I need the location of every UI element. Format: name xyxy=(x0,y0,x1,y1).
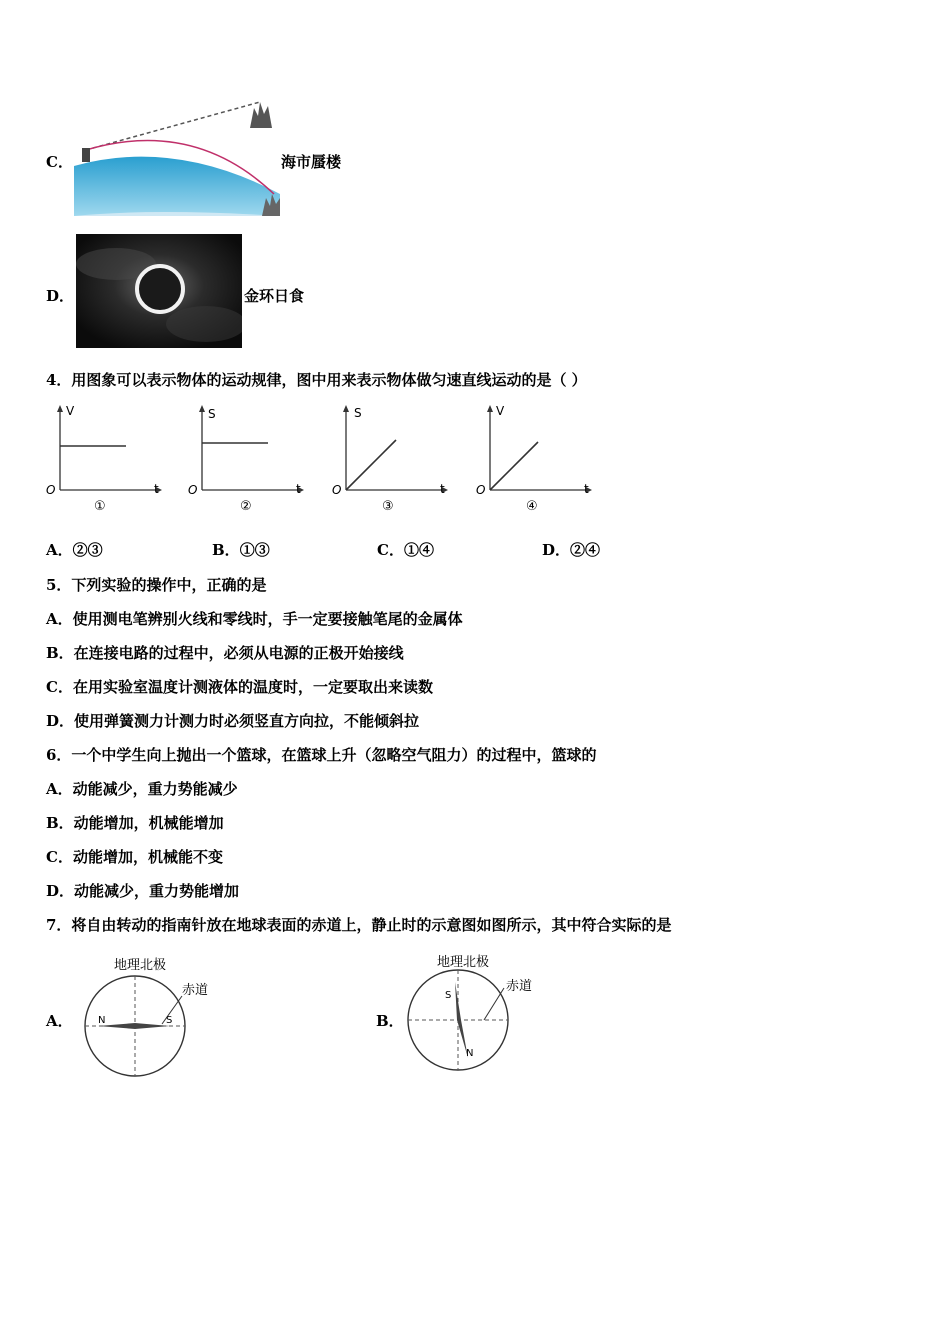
q4-option-d-text: ②④ xyxy=(570,541,601,559)
graph-3-x-label: t xyxy=(440,482,445,496)
observer-figure xyxy=(82,148,90,162)
question-4-stem: 4．用图象可以表示物体的运动规律，图中用来表示物体做匀速直线运动的是（ ） xyxy=(46,371,587,389)
graph-2-number: ② xyxy=(240,499,252,514)
question-6-stem: 6．一个中学生向上抛出一个篮球，在篮球上升（忽略空气阻力）的过程中，篮球的 xyxy=(46,746,597,764)
q5-option-d[interactable]: D．使用弹簧测力计测力时必须竖直方向拉，不能倾斜拉 xyxy=(46,712,420,730)
q4-option-b-text: ①③ xyxy=(239,541,270,559)
graph-3-y-label: S xyxy=(354,406,362,420)
q7-figure-a xyxy=(78,952,228,1082)
graph-3-line xyxy=(346,440,396,490)
q6-option-a[interactable]: A．动能减少，重力势能减少 xyxy=(46,780,238,798)
q7-figure-b xyxy=(400,948,550,1078)
q5-option-a[interactable]: A．使用测电笔辨别火线和零线时，手一定要接触笔尾的金属体 xyxy=(46,610,463,628)
q4-option-a-text: ②③ xyxy=(72,541,103,559)
q4-option-c-letter: C． xyxy=(377,541,404,559)
option-d-label: 金环日食 xyxy=(244,287,305,305)
q6-option-d[interactable]: D．动能减少，重力势能增加 xyxy=(46,882,240,900)
q5-option-b[interactable]: B．在连接电路的过程中，必须从电源的正极开始接线 xyxy=(46,644,404,662)
graph-4-number: ④ xyxy=(526,499,538,514)
needle-s-label-b: S xyxy=(445,990,452,1001)
equator-label-b: 赤道 xyxy=(506,979,533,994)
graph-2-origin: O xyxy=(188,483,198,497)
q4-option-d[interactable] xyxy=(542,540,600,560)
equator-pointer-b xyxy=(484,988,504,1020)
graph-2-x-label: t xyxy=(296,482,301,496)
q7-option-b-letter[interactable]: B． xyxy=(376,1012,404,1030)
graph-3-number: ③ xyxy=(382,499,394,514)
equator-label: 赤道 xyxy=(182,983,209,998)
needle-n-label-b: N xyxy=(466,1048,474,1059)
option-c-letter: C． xyxy=(46,153,73,171)
question-5-stem: 5．下列实验的操作中，正确的是 xyxy=(46,576,267,594)
graph-2 xyxy=(186,400,316,516)
q4-option-a-letter: A． xyxy=(46,541,73,559)
q4-option-d-letter: D． xyxy=(542,541,571,559)
q7-option-a-letter[interactable]: A． xyxy=(46,1012,73,1030)
graph-1-origin: O xyxy=(46,483,56,497)
graph-4 xyxy=(474,400,604,516)
graph-1 xyxy=(44,400,174,516)
q5-option-c[interactable]: C．在用实验室温度计测液体的温度时，一定要取出来读数 xyxy=(46,678,433,696)
q4-option-b-letter: B． xyxy=(212,541,240,559)
q4-option-c[interactable] xyxy=(377,540,434,560)
q4-option-b[interactable] xyxy=(212,540,270,560)
pole-label: 地理北极 xyxy=(114,958,167,973)
compass-needle xyxy=(98,1023,170,1029)
graph-1-y-label: V xyxy=(66,404,75,418)
graph-2-y-label: S xyxy=(208,407,216,421)
q4-option-a[interactable] xyxy=(46,540,103,560)
graph-4-origin: O xyxy=(476,483,486,497)
pole-label-b: 地理北极 xyxy=(437,955,490,970)
q4-option-c-text: ①④ xyxy=(403,541,434,559)
needle-s-label: S xyxy=(166,1015,173,1026)
graph-1-x-label: t xyxy=(154,482,159,496)
question-7-stem: 7．将自由转动的指南针放在地球表面的赤道上，静止时的示意图如图所示，其中符合实际的是 xyxy=(46,916,672,934)
graph-3 xyxy=(330,400,460,516)
graph-4-x-label: t xyxy=(584,482,589,496)
option-c-label: 海市蜃楼 xyxy=(281,153,342,171)
graph-4-line xyxy=(490,442,538,490)
graph-4-y-label: V xyxy=(496,404,505,418)
option-d-letter: D． xyxy=(46,287,75,305)
eclipse-ring xyxy=(137,266,183,312)
graph-3-origin: O xyxy=(332,483,342,497)
needle-n-label: N xyxy=(98,1015,106,1026)
q6-option-c[interactable]: C．动能增加，机械能不变 xyxy=(46,848,223,866)
q6-option-b[interactable]: B．动能增加，机械能增加 xyxy=(46,814,224,832)
annular-eclipse-photo xyxy=(76,234,242,348)
graph-1-number: ① xyxy=(94,499,106,514)
mirage-illustration xyxy=(74,98,282,216)
